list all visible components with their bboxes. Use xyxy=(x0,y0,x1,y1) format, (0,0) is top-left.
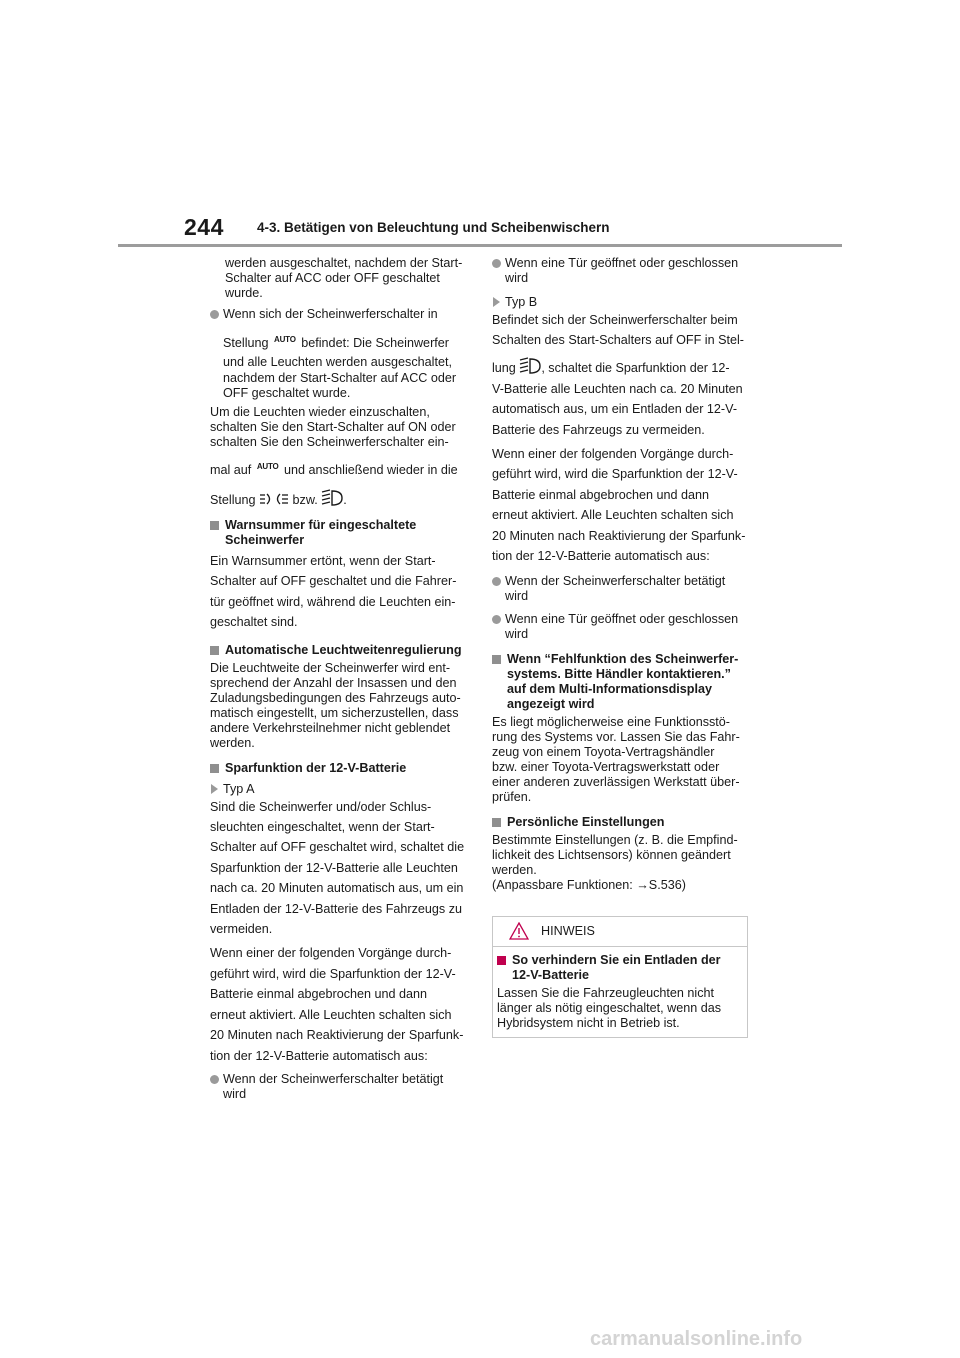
section-heading xyxy=(210,761,466,776)
text-line: Die Leuchtweite der Scheinwerfer wird ent- xyxy=(210,660,451,675)
text-line: auf dem Multi-Informationsdisplay xyxy=(507,682,713,697)
text-line: Schalter auf OFF geschaltet wird, schaltet die xyxy=(210,840,465,855)
notice-header xyxy=(493,917,747,947)
bullet-item xyxy=(492,574,748,604)
text-line: lichkeit des Lichtsensors) können geändert xyxy=(492,848,731,863)
text-line: 12-V-Batterie xyxy=(512,968,589,982)
text-line: Ein Warnsummer ertönt, wenn der Start- xyxy=(210,554,436,568)
auto-symbol-icon: AUTO xyxy=(256,462,279,471)
paragraph xyxy=(492,444,748,566)
paragraph xyxy=(210,797,466,940)
text-line: Wenn eine Tür geöffnet oder geschlossen xyxy=(505,612,739,627)
heading-square-icon xyxy=(492,655,501,664)
headlight-icon xyxy=(321,489,343,507)
paragraph xyxy=(210,661,466,751)
text-line: rung des Systems vor. Lassen Sie das Fahr- xyxy=(492,730,740,745)
notice-body xyxy=(493,947,747,1031)
bullet-dot-icon xyxy=(492,577,501,586)
text-line: sleuchten eingeschaltet, wenn der Start- xyxy=(210,820,435,835)
text-line: Wenn der Scheinwerferschalter betätigt xyxy=(505,574,726,589)
watermark: carmanualsonline.info xyxy=(590,1328,803,1350)
text-line: . xyxy=(343,493,347,507)
text-line: Stellung xyxy=(223,336,269,350)
text-line: Wenn “Fehlfunktion des Scheinwerfer- xyxy=(507,652,739,667)
text-line: werden. xyxy=(492,863,537,878)
triangle-marker-icon xyxy=(211,784,218,794)
section-heading xyxy=(492,652,748,712)
text-line: schalten Sie den Scheinwerferschalter ein- xyxy=(210,435,449,449)
text-line: Schalter auf OFF geschaltet und die Fahrer- xyxy=(210,574,457,589)
section-heading xyxy=(210,643,466,658)
text-line: Batterie des Fahrzeugs zu vermeiden. xyxy=(492,422,705,437)
auto-symbol-icon: AUTO xyxy=(274,335,296,344)
text-line: Automatische Leuchtweitenregulierung xyxy=(225,642,462,657)
paragraph xyxy=(210,943,466,1065)
text-line: mal auf xyxy=(210,463,252,477)
paragraph xyxy=(492,833,748,893)
heading-square-icon xyxy=(210,646,219,655)
text-line: erneut aktiviert. Alle Leuchten schalten sich xyxy=(210,1007,452,1022)
text-line: schalten Sie den Start-Schalter auf ON oder xyxy=(210,420,456,434)
text-line: wird xyxy=(505,627,529,642)
heading-square-icon xyxy=(492,818,501,827)
paragraph xyxy=(492,310,748,440)
text-line: bzw. xyxy=(292,493,318,507)
text-line: tion der 12-V-Batterie automatisch aus: xyxy=(492,549,710,564)
text-line: tion der 12-V-Batterie automatisch aus: xyxy=(210,1048,428,1063)
text-line: Bestimmte Einstellungen (z. B. die Empfind- xyxy=(492,833,738,848)
text-line: Wenn der Scheinwerferschalter betätigt xyxy=(223,1071,444,1086)
right-column xyxy=(492,256,748,897)
text-line: Befindet sich der Scheinwerferschalter beim xyxy=(492,313,738,327)
text-line: systems. Bitte Händler kontaktieren.” xyxy=(507,667,731,682)
text-line: lung xyxy=(492,360,516,375)
text-line: , schaltet die Sparfunktion der 12- xyxy=(541,360,730,375)
text-line: Es liegt möglicherweise eine Funktionsstö- xyxy=(492,715,730,730)
text-line: angezeigt wird xyxy=(507,697,595,712)
text-line: bzw. einer Toyota-Vertragswerkstatt oder xyxy=(492,760,720,775)
text-line: zeug von einem Toyota-Vertragshändler xyxy=(492,745,715,760)
text-line: Wenn einer der folgenden Vorgänge durch- xyxy=(210,946,452,961)
bullet-item xyxy=(210,307,466,401)
section-heading xyxy=(492,815,748,830)
text-line: Wenn sich der Scheinwerferschalter in xyxy=(223,307,438,321)
text-line: Sparfunktion der 12-V-Batterie xyxy=(225,760,407,775)
text-line: So verhindern Sie ein Entladen der xyxy=(512,953,721,967)
text-line: sprechend der Anzahl der Insassen und den xyxy=(210,675,457,690)
text-line: Typ A xyxy=(223,781,255,796)
text-line: erneut aktiviert. Alle Leuchten schalten sich xyxy=(492,508,734,523)
text-line: und alle Leuchten werden ausgeschaltet, xyxy=(223,355,452,369)
text-line: Zuladungsbedingungen des Fahrzeugs auto- xyxy=(210,690,461,705)
triangle-marker-icon xyxy=(493,297,500,307)
text-line: andere Verkehrsteilnehmer nicht geblendet xyxy=(210,720,451,735)
text-line: Batterie einmal abgebrochen und dann xyxy=(492,487,710,502)
text-line: Batterie einmal abgebrochen und dann xyxy=(210,987,428,1002)
text-line: 20 Minuten nach Reaktivierung der Sparfunk- xyxy=(492,528,746,543)
text-line: werden ausgeschaltet, nachdem der Start- xyxy=(225,256,463,270)
text-line: wird xyxy=(505,271,529,285)
type-label xyxy=(492,292,748,312)
text-line: wurde. xyxy=(225,286,263,300)
text-line: Wenn eine Tür geöffnet oder geschlossen xyxy=(505,256,739,270)
heading-square-icon xyxy=(497,956,506,965)
headlight-icon xyxy=(519,357,541,375)
bullet-dot-icon xyxy=(492,259,501,268)
text-line: tür geöffnet wird, während die Leuchten ein- xyxy=(210,594,456,609)
text-line: V-Batterie alle Leuchten nach ca. 20 Minuten xyxy=(492,381,743,396)
text-line: geschaltet sind. xyxy=(210,615,298,630)
section-heading xyxy=(210,518,466,548)
text-line: Typ B xyxy=(505,295,538,309)
type-label xyxy=(210,779,466,799)
bullet-item xyxy=(492,256,748,286)
warning-triangle-icon xyxy=(509,922,529,940)
notice-title: HINWEIS xyxy=(541,924,595,938)
paragraph xyxy=(492,715,748,805)
text-line: wird xyxy=(223,1086,247,1101)
text-line: Sparfunktion der 12-V-Batterie alle Leuchten xyxy=(210,860,458,875)
cross-reference-link[interactable]: (Anpassbare Funktionen: →S.536) xyxy=(492,878,686,893)
text-line: Wenn einer der folgenden Vorgänge durch- xyxy=(492,447,734,462)
text-line: 20 Minuten nach Reaktivierung der Sparfunk- xyxy=(210,1028,464,1043)
text-line: werden. xyxy=(210,735,255,750)
text-line: Stellung xyxy=(210,493,256,507)
heading-square-icon xyxy=(210,764,219,773)
text-line: Hybridsystem nicht in Betrieb ist. xyxy=(497,1016,680,1030)
text-line: Warnsummer für eingeschaltete xyxy=(225,518,417,532)
paragraph xyxy=(210,551,466,633)
text-line: einer anderen zuverlässigen Werkstatt über- xyxy=(492,775,740,790)
parking-light-icon xyxy=(259,491,289,507)
text-line: Schalter auf ACC oder OFF geschaltet xyxy=(225,271,440,285)
bullet-dot-icon xyxy=(492,615,501,624)
bullet-dot-icon xyxy=(210,310,219,319)
text-line: wird xyxy=(505,589,529,604)
text-line: OFF geschaltet wurde. xyxy=(223,386,351,400)
text-line: und anschließend wieder in die xyxy=(284,463,458,477)
bullet-item xyxy=(492,612,748,642)
text-line: prüfen. xyxy=(492,790,532,805)
text-line: geführt wird, wird die Sparfunktion der 12-V- xyxy=(492,467,738,482)
text-line: vermeiden. xyxy=(210,922,273,937)
notice-box xyxy=(492,916,748,1038)
text-line: nachdem der Start-Schalter auf ACC oder xyxy=(223,371,457,385)
header-rule xyxy=(118,244,842,247)
left-column xyxy=(210,256,466,1106)
text-line: nach ca. 20 Minuten automatisch aus, um ein xyxy=(210,881,464,896)
text-line: automatisch aus, um ein Entladen der 12-V- xyxy=(492,402,738,417)
text-line: geführt wird, wird die Sparfunktion der 12-V- xyxy=(210,966,456,981)
text-line: befindet: Die Scheinwerfer xyxy=(301,336,449,350)
text-line: Um die Leuchten wieder einzuschalten, xyxy=(210,405,430,419)
continued-text xyxy=(210,256,466,301)
text-line: Persönliche Einstellungen xyxy=(507,815,665,830)
bullet-dot-icon xyxy=(210,1075,219,1084)
page-number: 244 xyxy=(184,214,224,240)
text-line: Scheinwerfer xyxy=(225,533,305,547)
notice-heading xyxy=(497,953,743,983)
text-line: länger als nötig eingeschaltet, wenn das xyxy=(497,1001,722,1015)
heading-square-icon xyxy=(210,521,219,530)
text-line: Entladen der 12-V-Batterie des Fahrzeugs zu xyxy=(210,901,463,916)
paragraph xyxy=(210,405,466,508)
bullet-item xyxy=(210,1072,466,1102)
text-line: Lassen Sie die Fahrzeugleuchten nicht xyxy=(497,986,715,1000)
section-title: 4-3. Betätigen von Beleuchtung und Scheibenwischern xyxy=(257,220,610,235)
text-line: Sind die Scheinwerfer und/oder Schlus- xyxy=(210,799,432,814)
text-line: matisch eingestellt, um sicherzustellen, dass xyxy=(210,705,459,720)
text-line: Schalten des Start-Schalters auf OFF in Stel- xyxy=(492,333,744,348)
